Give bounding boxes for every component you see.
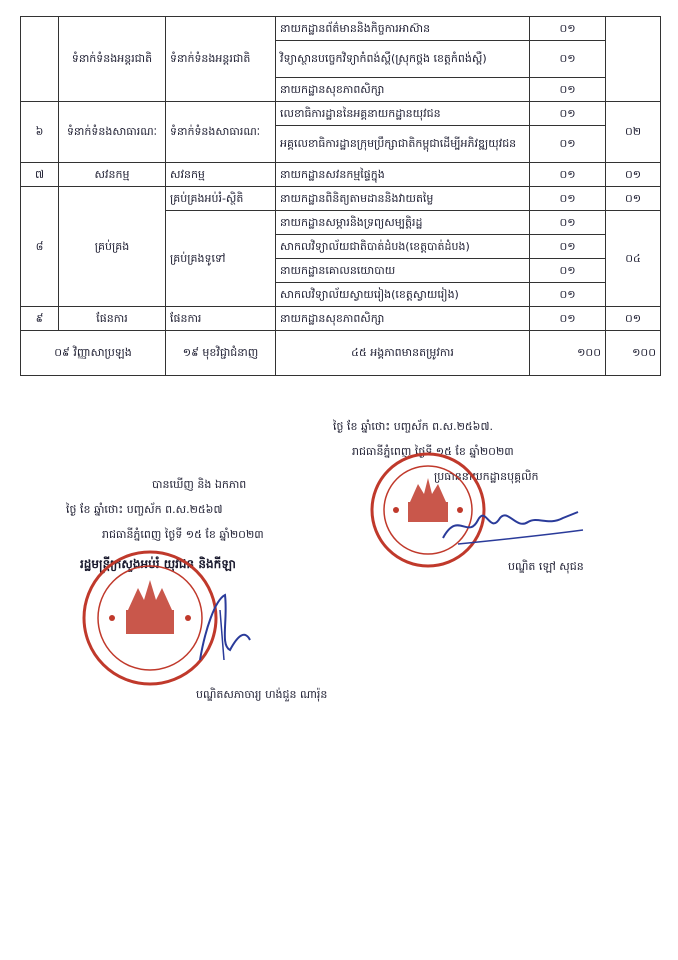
- right-place-line: រាជធានីភ្នំពេញ ថ្ងៃទី ១៥ ខែ ឆ្នាំ២០២៣: [352, 445, 514, 458]
- subject-group: ទំនាក់ទំនងអន្តរជាតិ: [59, 17, 166, 102]
- unit-name: លេខាធិការដ្ឋាននៃអគ្គនាយកដ្ឋានយុវជន: [276, 102, 530, 126]
- total-positions: ១៩ មុខវិជ្ជាជំនាញ: [166, 331, 276, 376]
- left-date-line: ថ្ងៃ ខែ ឆ្នាំថោះ បញ្ចស័ក ព.ស.២៥៦៧: [66, 503, 223, 516]
- left-title: រដ្ឋមន្ត្រីក្រសួងអប់រំ យុវជន និងកីឡា: [80, 557, 236, 571]
- unit-name: នាយកដ្ឋានសុខភាពសិក្សា: [276, 78, 530, 102]
- unit-name: សាកលវិទ្យាល័យជាតិបាត់ដំបង(ខេត្តបាត់ដំបង): [276, 235, 530, 259]
- right-title: ប្រធាននាយកដ្ឋានបុគ្គលិក: [434, 470, 539, 483]
- unit-name: សាកលវិទ្យាល័យស្វាយរៀង(ខេត្តស្វាយរៀង): [276, 283, 530, 307]
- subject-group: ផែនការ: [59, 307, 166, 331]
- signature-icon: [190, 590, 260, 670]
- total-units: ៤៥ អង្គភាពមានតម្រូវការ: [276, 331, 530, 376]
- unit-name: នាយកដ្ឋានសវនកម្មផ្ទៃក្នុង: [276, 163, 530, 187]
- subject-group: គ្រប់គ្រង: [59, 187, 166, 307]
- right-signer-name: បណ្ឌិត ឡៅ សុជន: [508, 560, 584, 573]
- right-date-line: ថ្ងៃ ខែ ឆ្នាំថោះ បញ្ចស័ក ព.ស.២៥៦៧.: [333, 420, 493, 433]
- unit-name: នាយកដ្ឋានសុខភាពសិក្សា: [276, 307, 530, 331]
- unit-count: ០១: [530, 126, 606, 163]
- group-total: ០៤: [606, 211, 661, 307]
- grand-total: ១០០: [606, 331, 661, 376]
- unit-count: ០១: [530, 163, 606, 187]
- unit-name: នាយកដ្ឋានសម្ភារនិងទ្រព្យសម្បត្តិរដ្ឋ: [276, 211, 530, 235]
- unit-count: ០១: [530, 211, 606, 235]
- unit-name: នាយកដ្ឋានព័ត៌មាននិងកិច្ចការអាស៊ាន: [276, 17, 530, 41]
- unit-count: ០១: [530, 283, 606, 307]
- total-subjects: ០៩ វិញ្ញាសាប្រឡង: [21, 331, 166, 376]
- subject-group: សវនកម្ម: [59, 163, 166, 187]
- group-total: [606, 17, 661, 102]
- table-row: [21, 307, 661, 331]
- subject-sub: គ្រប់គ្រងទូទៅ: [166, 211, 276, 307]
- total-count: ១០០: [530, 331, 606, 376]
- unit-count: ០១: [530, 41, 606, 78]
- left-seen-line: បានឃើញ និង ឯកភាព: [152, 478, 247, 491]
- subject-group: ទំនាក់ទំនងសាធារណៈ: [59, 102, 166, 163]
- unit-name: វិទ្យាស្ថានបច្ចេកវិទ្យាកំពង់ស្ពឺ(ស្រុកថ្ពង ខេត្តកំពង់ស្ពឺ): [276, 41, 530, 78]
- subject-sub: ផែនការ: [166, 307, 276, 331]
- row-number: ៩: [21, 307, 59, 331]
- unit-count: ០១: [530, 307, 606, 331]
- unit-count: ០១: [530, 102, 606, 126]
- left-signer-name: បណ្ឌិតសភាចារ្យ ហង់ជួន ណារ៉ុន: [196, 688, 328, 701]
- subject-sub: ទំនាក់ទំនងអន្តរជាតិ: [166, 17, 276, 102]
- row-number: ៧: [21, 163, 59, 187]
- allocation-table: [20, 16, 661, 376]
- unit-count: ០១: [530, 235, 606, 259]
- table-row: [21, 102, 661, 126]
- unit-name: នាយកដ្ឋានគោលនយោបាយ: [276, 259, 530, 283]
- table-row: [21, 17, 661, 41]
- unit-count: ០១: [530, 259, 606, 283]
- unit-count: ០១: [530, 17, 606, 41]
- signature-icon: [438, 500, 588, 550]
- row-number: ៨: [21, 187, 59, 307]
- subject-sub: សវនកម្ម: [166, 163, 276, 187]
- table-row: [21, 163, 661, 187]
- left-place-line: រាជធានីភ្នំពេញ ថ្ងៃទី ១៥ ខែ ឆ្នាំ២០២៣: [102, 528, 264, 541]
- unit-name: អគ្គលេខាធិការដ្ឋានក្រុមប្រឹក្សាជាតិកម្ពុជាដើម្បីអភិវឌ្ឍយុវជន: [276, 126, 530, 163]
- unit-name: នាយកដ្ឋានពិនិត្យតាមដាននិងវាយតម្លៃ: [276, 187, 530, 211]
- subject-sub: ទំនាក់ទំនងសាធារណៈ: [166, 102, 276, 163]
- group-total: ០១: [606, 163, 661, 187]
- totals-row: [21, 331, 661, 376]
- group-total: ០១: [606, 187, 661, 211]
- subject-sub: គ្រប់គ្រងអប់រំ-ស្ថិតិ: [166, 187, 276, 211]
- row-number: [21, 17, 59, 102]
- unit-count: ០១: [530, 187, 606, 211]
- table-row: [21, 187, 661, 211]
- group-total: ០១: [606, 307, 661, 331]
- row-number: ៦: [21, 102, 59, 163]
- unit-count: ០១: [530, 78, 606, 102]
- group-total: ០២: [606, 102, 661, 163]
